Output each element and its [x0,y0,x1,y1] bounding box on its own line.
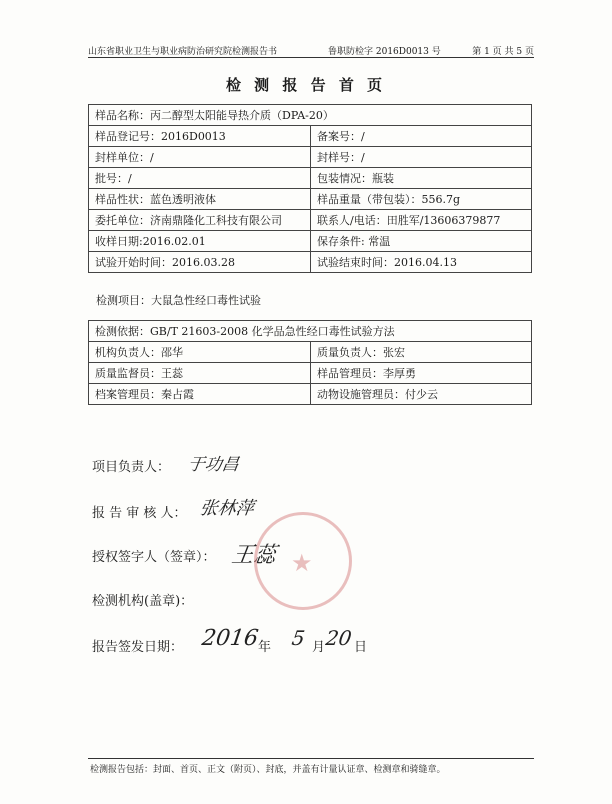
test-end-time: 试验结束时间：2016.04.13 [311,252,532,273]
client-unit: 委托单位：济南鼎隆化工科技有限公司 [89,210,311,231]
reviewer-signature: 张林萍 [198,498,256,519]
footer-note: 检测报告包括：封面、首页、正文（附页）、封底，并盖有计量认证章、检测章和骑缝章。 [90,765,446,775]
project-lead-label: 项目负责人： [92,460,171,475]
issue-date-day: 20 [324,626,354,650]
contact-info: 联系人/电话：田胜军/13606379877 [311,210,532,231]
authorized-signer-label: 授权签字人（签章）： [92,550,216,565]
sample-weight: 样品重量（带包装）：556.7g [311,189,532,210]
quality-director: 质量负责人：张宏 [311,342,532,363]
issue-date-year: 2016 [200,626,260,651]
sample-info-table [88,104,532,273]
month-char: 月 [312,640,326,655]
header-divider [88,57,534,58]
footer-divider [88,758,534,759]
header-institute: 山东省职业卫生与职业病防治研究院检测报告书 [88,47,278,57]
sample-name: 样品名称：丙二醇型太阳能导热介质（DPA-20） [89,105,532,126]
test-start-time: 试验开始时间：2016.03.28 [89,252,311,273]
reviewer-label: 报 告 审 核 人： [92,506,187,521]
archive-manager: 档案管理员：秦占霞 [89,384,311,405]
authorized-signature: 王蕊 [229,543,278,568]
seal-unit: 封样单位：/ [89,147,311,168]
day-char: 日 [354,640,368,655]
quality-supervisor: 质量监督员：王蕊 [89,363,311,384]
seal-star-icon: ★ [291,549,313,577]
package-status: 包装情况：瓶装 [311,168,532,189]
sample-nature: 样品性状：蓝色透明液体 [89,189,311,210]
testing-org-label: 检测机构(盖章)： [92,594,194,609]
sample-manager: 样品管理员：李厚勇 [311,363,532,384]
issue-date-month: 5 [290,626,307,650]
header-page-count: 第 1 页 共 5 页 [472,47,534,57]
sample-reg-no: 样品登记号：2016D0013 [89,126,311,147]
project-lead-signature: 于功昌 [186,455,241,475]
seal-no: 封样号：/ [311,147,532,168]
basis-staff-table [88,320,532,405]
page-header [88,44,534,57]
batch-no: 批号：/ [89,168,311,189]
year-char: 年 [258,640,272,655]
issue-date-label: 报告签发日期： [92,640,184,655]
received-date: 收样日期:2016.02.01 [89,231,311,252]
page-title: 检 测 报 告 首 页 [225,76,387,94]
record-no: 备案号：/ [311,126,532,147]
test-item: 检测项目：大鼠急性经口毒性试验 [96,294,261,307]
official-seal [254,512,352,610]
animal-facility-manager: 动物设施管理员：付少云 [311,384,532,405]
test-basis: 检测依据：GB/T 21603-2008 化学品急性经口毒性试验方法 [89,321,532,342]
header-report-no: 鲁职防检字 2016D0013 号 [328,47,441,57]
storage-condition: 保存条件: 常温 [311,231,532,252]
org-director: 机构负责人：邵华 [89,342,311,363]
